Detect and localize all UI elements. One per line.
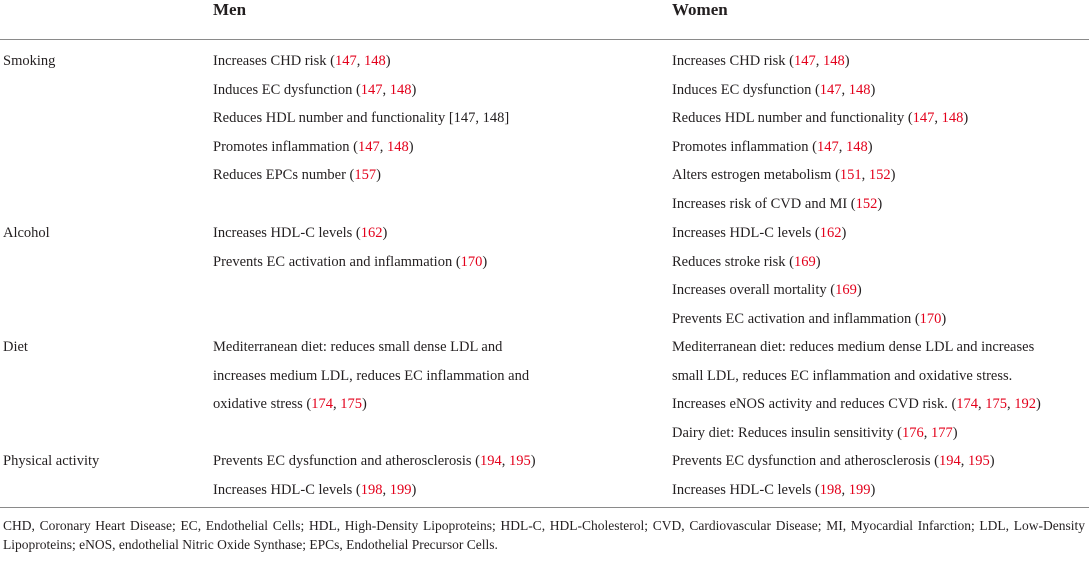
entry-text: Increases risk of CVD and MI ( [672,196,856,212]
ref-separator: , [382,481,390,498]
entry-text: Increases overall mortality ( [672,282,836,299]
reference-link[interactable]: 195 [967,453,990,469]
entry-text-end: ) [408,138,414,155]
ref-separator: , [1007,396,1015,413]
ref-separator: , [923,424,931,441]
entry-text: Prevents EC dysfunction and atherosclerosis ( [213,453,480,469]
entry-text: Increases CHD risk ( [672,53,795,69]
ref-separator: , [841,481,849,498]
entry-text-end: ) [963,110,969,127]
reference-link[interactable]: 170 [460,253,483,270]
entry-text: Promotes inflammation ( [672,138,817,155]
reference-link[interactable]: 157 [354,167,377,184]
men-alcohol-entry [213,225,387,242]
reference-link[interactable]: 151 [839,167,862,184]
men-smoking-entry [213,82,416,99]
women-diet-entry [672,368,1012,385]
entry-text: Induces EC dysfunction ( [672,81,820,98]
entry-text: Reduces EPCs number ( [213,167,355,184]
men-physical-entry [213,482,416,499]
men-smoking-entry [213,139,414,156]
category-smoking: Smoking [3,53,56,69]
women-alcohol-entry [672,282,862,299]
entry-text: Mediterranean diet: reduces small dense LDL and [213,339,503,355]
women-diet-entry [672,339,1034,356]
ref-separator: , [934,110,942,127]
entry-text-end: ) [382,225,388,241]
reference-link[interactable]: 147 [816,138,839,155]
entry-text: Reduces stroke risk ( [672,253,795,270]
entry-text: Reduces HDL number and functionality [147, 148] [213,110,510,127]
category-diet: Diet [3,339,28,355]
ref-separator: , [379,138,387,155]
entry-text-end: ) [411,81,417,98]
men-physical-entry [213,453,536,470]
entry-text: Prevents EC dysfunction and atherosclerosis ( [672,453,939,469]
ref-separator: , [838,138,846,155]
women-physical-entry [672,482,875,499]
reference-link[interactable]: 198 [360,481,383,498]
women-smoking-entry [672,139,873,156]
column-header-women: Women [672,0,728,19]
entry-text-end: ) [1036,396,1041,413]
men-alcohol-entry [213,254,487,271]
entry-text-end: ) [870,81,876,98]
reference-link[interactable]: 147 [357,138,380,155]
reference-link[interactable]: 175 [340,396,363,413]
reference-link[interactable]: 147 [819,81,842,98]
reference-link[interactable]: 148 [941,110,964,127]
reference-link[interactable]: 169 [835,282,857,299]
reference-link[interactable]: 148 [386,138,409,155]
entry-text-end: ) [815,253,821,270]
reference-link[interactable]: 148 [848,81,871,98]
column-header-men: Men [213,0,247,19]
reference-link[interactable]: 147 [912,110,935,127]
reference-link[interactable]: 177 [930,424,953,441]
reference-link[interactable]: 148 [389,81,412,98]
reference-link[interactable]: 162 [819,225,842,241]
reference-link[interactable]: 192 [1014,396,1037,413]
entry-text-end: ) [890,167,896,184]
reference-link[interactable]: 147 [335,53,357,69]
entry-text-end: ) [482,253,488,270]
table-footnote: CHD, Coronary Heart Disease; EC, Endothelial Cells; HDL, High-Density Lipoproteins; HDL-C, HDL-Cholesterol; CVD, Cardiovascular Disease; MI, Myocardial Infarction; LDL, Low-Density Lipoproteins; eNOS, endothelial Nitric Oxide Synthase; EPCs, Endothelial Precursor Cells. [3,518,1085,552]
entry-text: Increases CHD risk ( [213,53,336,69]
table-bottom-divider [0,507,1089,508]
entry-text-end: ) [877,196,883,212]
women-diet-entry [672,396,1041,413]
reference-link[interactable]: 198 [819,481,842,498]
reference-link[interactable]: 147 [794,53,816,69]
reference-link[interactable]: 147 [360,81,383,98]
women-smoking-entry [672,82,875,99]
entry-text-end: ) [844,53,850,69]
entry-text-end: ) [856,282,862,299]
entry-text: Promotes inflammation ( [213,138,358,155]
men-smoking-entry [213,110,509,127]
entry-text: Increases HDL-C levels ( [213,481,361,498]
reference-link[interactable]: 148 [823,53,845,69]
ref-separator: , [356,53,365,69]
entry-text: increases medium LDL, reduces EC inflammation and [213,367,530,384]
entry-text-end: ) [376,167,381,184]
men-diet-entry [213,339,502,356]
women-smoking-entry [672,110,968,127]
reference-link[interactable]: 148 [845,138,868,155]
ref-separator: , [841,81,849,98]
ref-separator: , [501,453,509,469]
ref-separator: , [861,167,869,184]
entry-text-end: ) [941,310,947,327]
entry-text: Prevents EC activation and inflammation ( [672,310,920,327]
entry-text: Increases HDL-C levels ( [672,481,820,498]
reference-link[interactable]: 199 [848,481,871,498]
women-diet-entry [672,425,958,442]
entry-text: Increases HDL-C levels ( [213,225,361,241]
reference-link[interactable]: 169 [794,253,816,270]
category-physical-activity: Physical activity [3,453,100,469]
women-smoking-entry [672,167,896,184]
reference-link[interactable]: 170 [919,310,942,327]
entry-text: Prevents EC activation and inflammation ( [213,253,461,270]
ref-separator: , [333,396,341,413]
women-alcohol-entry [672,225,846,242]
reference-link[interactable]: 152 [868,167,891,184]
header-divider [0,39,1089,40]
women-physical-entry [672,453,995,470]
women-smoking-entry [672,53,850,70]
entry-text-end: ) [385,53,391,69]
reference-link[interactable]: 152 [855,196,878,212]
men-smoking-entry [213,53,391,70]
entry-text: Increases HDL-C levels ( [672,225,820,241]
reference-link[interactable]: 199 [389,481,412,498]
entry-text: oxidative stress ( [213,396,312,413]
entry-text: Increases eNOS activity and reduces CVD risk. ( [672,396,957,413]
women-alcohol-entry [672,254,821,271]
reference-link[interactable]: 162 [360,225,383,241]
ref-separator: , [382,81,390,98]
entry-text-end: ) [867,138,873,155]
entry-text-end: ) [530,453,536,469]
ref-separator: , [978,396,986,413]
men-diet-entry [213,368,529,385]
men-diet-entry [213,396,367,413]
entry-text-end: ) [952,424,958,441]
reference-link[interactable]: 194 [479,453,502,469]
entry-text: Alters estrogen metabolism ( [672,167,840,184]
entry-text: Dairy diet: Reduces insulin sensitivity ( [672,424,902,441]
entry-text: small LDL, reduces EC inflammation and oxidative stress. [672,367,1013,384]
entry-text-end: ) [989,453,995,469]
entry-text: Mediterranean diet: reduces medium dense LDL and increases [672,339,1035,355]
entry-text-end: ) [411,481,417,498]
reference-link[interactable]: 174 [956,396,979,413]
women-alcohol-entry [672,311,946,328]
entry-text-end: ) [841,225,847,241]
entry-text-end: ) [362,396,367,413]
reference-link[interactable]: 194 [938,453,961,469]
ref-separator: , [960,453,968,469]
entry-text-end: ) [870,481,876,498]
reference-link[interactable]: 148 [364,53,386,69]
ref-separator: , [815,53,824,69]
entry-text: Induces EC dysfunction ( [213,81,361,98]
reference-link[interactable]: 174 [311,396,334,413]
entry-text: Reduces HDL number and functionality ( [672,110,913,127]
reference-link[interactable]: 176 [901,424,924,441]
women-smoking-entry [672,196,882,213]
men-smoking-entry [213,167,381,184]
category-alcohol: Alcohol [3,225,50,241]
reference-link[interactable]: 175 [985,396,1008,413]
reference-link[interactable]: 195 [508,453,531,469]
